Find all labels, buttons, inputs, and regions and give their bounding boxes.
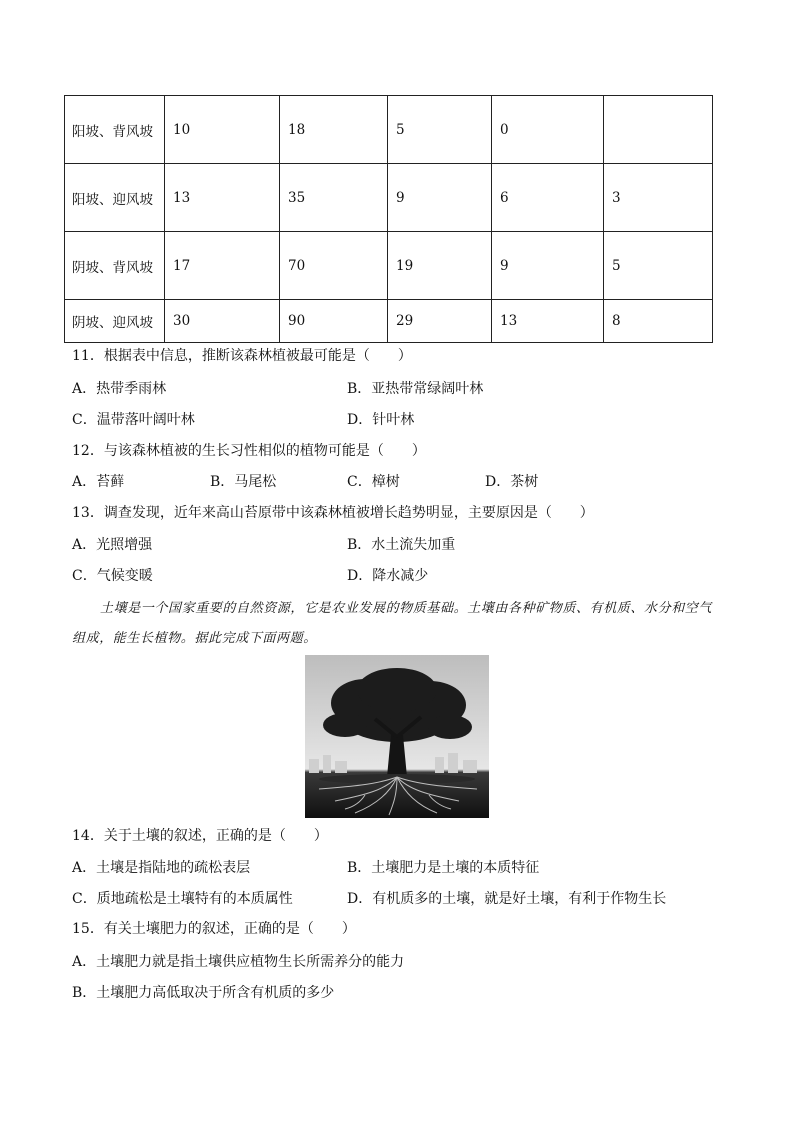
question-13-stem: 13．调查发现，近年来高山苔原带中该森林植被增长趋势明显，主要原因是（ ） (72, 505, 594, 521)
question-13-option-a[interactable]: A．光照增强 (72, 537, 153, 553)
table-cell: 10 (165, 96, 280, 164)
table-cell-label: 阴坡、迎风坡 (65, 300, 165, 343)
table-cell: 6 (492, 164, 604, 232)
table-cell: 5 (388, 96, 492, 164)
table-cell: 35 (280, 164, 388, 232)
table-cell: 18 (280, 96, 388, 164)
table-cell: 3 (604, 164, 713, 232)
question-13-option-c[interactable]: C．气候变暖 (72, 568, 153, 584)
table-cell: 70 (280, 232, 388, 300)
question-12-option-d[interactable]: D．茶树 (485, 474, 539, 490)
table-cell: 13 (165, 164, 280, 232)
question-13-option-d[interactable]: D．降水减少 (347, 568, 429, 584)
question-12-option-a[interactable]: A．苔藓 (72, 474, 125, 490)
question-14-option-d[interactable]: D．有机质多的土壤，就是好土壤，有利于作物生长 (347, 891, 667, 907)
table-cell: 5 (604, 232, 713, 300)
question-11-option-b[interactable]: B．亚热带常绿阔叶林 (347, 381, 484, 397)
question-14-stem: 14．关于土壤的叙述，正确的是（ ） (72, 828, 328, 844)
vegetation-table (64, 95, 713, 343)
table-cell: 30 (165, 300, 280, 343)
table-cell: 13 (492, 300, 604, 343)
table-row (65, 96, 713, 164)
question-14-option-b[interactable]: B．土壤肥力是土壤的本质特征 (347, 860, 540, 876)
question-11-stem: 11．根据表中信息，推断该森林植被最可能是（ ） (72, 348, 412, 364)
question-15-option-b[interactable]: B．土壤肥力高低取决于所含有机质的多少 (72, 985, 335, 1001)
question-11-option-c[interactable]: C．温带落叶阔叶林 (72, 412, 195, 428)
question-15-option-a[interactable]: A．土壤肥力就是指土壤供应植物生长所需养分的能力 (72, 954, 405, 970)
question-12-option-b[interactable]: B．马尾松 (210, 474, 277, 490)
table-cell: 19 (388, 232, 492, 300)
table-cell: 9 (492, 232, 604, 300)
question-11-option-a[interactable]: A．热带季雨林 (72, 381, 167, 397)
table-cell: 9 (388, 164, 492, 232)
question-12-option-c[interactable]: C．樟树 (347, 474, 400, 490)
question-14-option-c[interactable]: C．质地疏松是土壤特有的本质属性 (72, 891, 293, 907)
table-cell: 0 (492, 96, 604, 164)
question-11-option-d[interactable]: D．针叶林 (347, 412, 415, 428)
table-row (65, 300, 713, 343)
table-cell: 17 (165, 232, 280, 300)
soil-passage: 土壤是一个国家重要的自然资源，它是农业发展的物质基础。土壤由各种矿物质、有机质、水分和空气组成，能生长植物。据此完成下面两题。 (72, 601, 713, 646)
question-13-option-b[interactable]: B．水土流失加重 (347, 537, 456, 553)
table-cell-label: 阳坡、迎风坡 (65, 164, 165, 232)
table-row (65, 232, 713, 300)
table-cell (604, 96, 713, 164)
table-cell: 8 (604, 300, 713, 343)
question-14-option-a[interactable]: A．土壤是指陆地的疏松表层 (72, 860, 251, 876)
table-row (65, 164, 713, 232)
question-12-stem: 12．与该森林植被的生长习性相似的植物可能是（ ） (72, 443, 426, 459)
table-cell-label: 阴坡、背风坡 (65, 232, 165, 300)
tree-roots-image (305, 655, 489, 818)
question-15-stem: 15．有关土壤肥力的叙述，正确的是（ ） (72, 921, 356, 937)
table-cell-label: 阳坡、背风坡 (65, 96, 165, 164)
table-cell: 90 (280, 300, 388, 343)
table-cell: 29 (388, 300, 492, 343)
